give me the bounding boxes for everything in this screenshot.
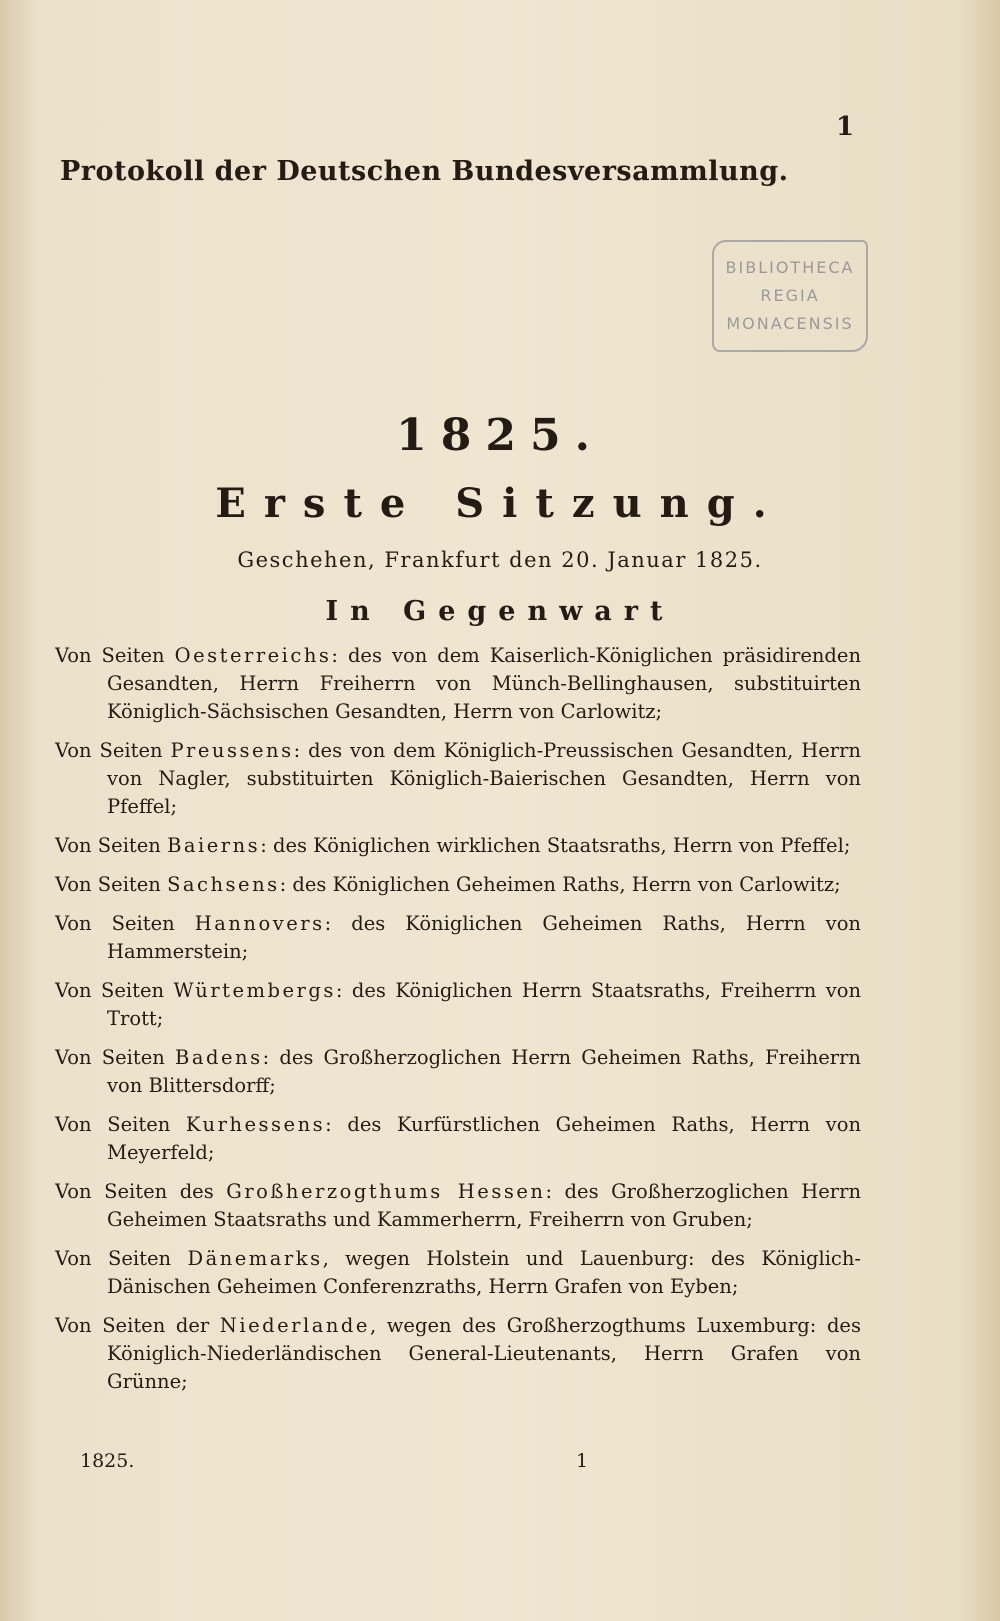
delegate-entry [55,1245,861,1301]
entry-prefix: Von Seiten [55,644,175,667]
entry-text: : des Königlichen Geheimen Raths, Herrn von Hammerstein; [107,912,861,963]
entry-country: Dänemarks [187,1247,323,1270]
place-date: Geschehen, Frankfurt den 20. Januar 1825. [237,548,763,572]
year-heading: 1825. [396,410,604,461]
entry-text: : des Königlichen Geheimen Raths, Herrn von Carlowitz; [279,873,841,896]
delegate-entry [55,977,861,1033]
entry-text: , wegen Holstein und Lauenburg: des Königlich-Dänischen Geheimen Conferenzraths, Herrn Grafen von Eyben; [107,1247,861,1298]
entry-text: : des Kurfürstlichen Geheimen Raths, Herrn von Meyerfeld; [107,1113,862,1164]
entry-text: : des Königlichen wirklichen Staatsraths, Herrn von Pfeffel; [260,834,851,857]
page-number: 1 [836,112,855,142]
delegate-entry [55,642,861,726]
stamp-line: REGIA [760,286,820,305]
entry-country: Preussens [170,739,294,762]
entry-prefix: Von Seiten [55,979,174,1002]
entry-country: Kurhessens [185,1113,326,1136]
presence-heading: In Gegenwart [325,596,675,627]
entry-prefix: Von Seiten [55,834,168,857]
entry-prefix: Von Seiten [55,1046,176,1069]
delegate-entry [55,1111,861,1167]
entry-prefix: Von Seiten des [55,1180,227,1203]
entry-prefix: Von Seiten der [55,1314,220,1337]
delegate-entry [55,737,861,821]
entry-prefix: Von Seiten [55,912,195,935]
entry-prefix: Von Seiten [55,1113,186,1136]
entry-text: : des von dem Kaiserlich-Königlichen präsidirenden Gesandten, Herrn Freiherrn von Münch-Bellinghausen, substituirten Königlich-Sächsischen Gesandten, Herrn von Carlowitz; [107,644,861,723]
entry-country: Großherzogthums Hessen [226,1180,546,1203]
library-stamp [712,240,868,352]
footer-signature-mark: 1 [576,1450,589,1472]
entry-text: : des von dem Königlich-Preussischen Gesandten, Herrn von Nagler, substituirten Königlich-Baierischen Gesandten, Herrn von Pfeffel; [107,739,861,818]
entry-country: Sachsens [167,873,280,896]
delegate-entry [55,1044,861,1100]
entry-prefix: Von Seiten [55,873,168,896]
delegate-entry [55,871,861,899]
entry-country: Baierns [167,834,261,857]
delegate-entry [55,1312,861,1396]
entry-text: : des Großherzoglichen Herrn Geheimen Staatsraths und Kammerherrn, Freiherrn von Gruben; [107,1180,862,1231]
entry-text: : des Königlichen Herrn Staatsraths, Freiherrn von Trott; [107,979,862,1030]
delegate-list [55,642,861,1407]
entry-country: Oesterreichs [174,644,332,667]
entry-text: : des Großherzoglichen Herrn Geheimen Raths, Freiherrn von Blittersdorff; [107,1046,861,1097]
footer-year: 1825. [80,1450,135,1472]
stamp-line: BIBLIOTHECA [725,258,855,277]
delegate-entry [55,910,861,966]
entry-country: Hannovers [194,912,325,935]
running-head: Protokoll der Deutschen Bundesversammlung. [60,156,789,187]
session-title: Erste Sitzung. [215,480,785,527]
entry-prefix: Von Seiten [55,739,171,762]
entry-country: Badens [175,1046,263,1069]
entry-country: Würtembergs [173,979,336,1002]
entry-country: Niederlande [219,1314,370,1337]
entry-text: , wegen des Großherzogthums Luxemburg: des Königlich-Niederländischen General-Lieutenants, Herrn Grafen von Grünne; [107,1314,861,1393]
entry-prefix: Von Seiten [55,1247,188,1270]
stamp-line: MONACENSIS [726,314,854,333]
delegate-entry [55,832,861,860]
delegate-entry [55,1178,861,1234]
